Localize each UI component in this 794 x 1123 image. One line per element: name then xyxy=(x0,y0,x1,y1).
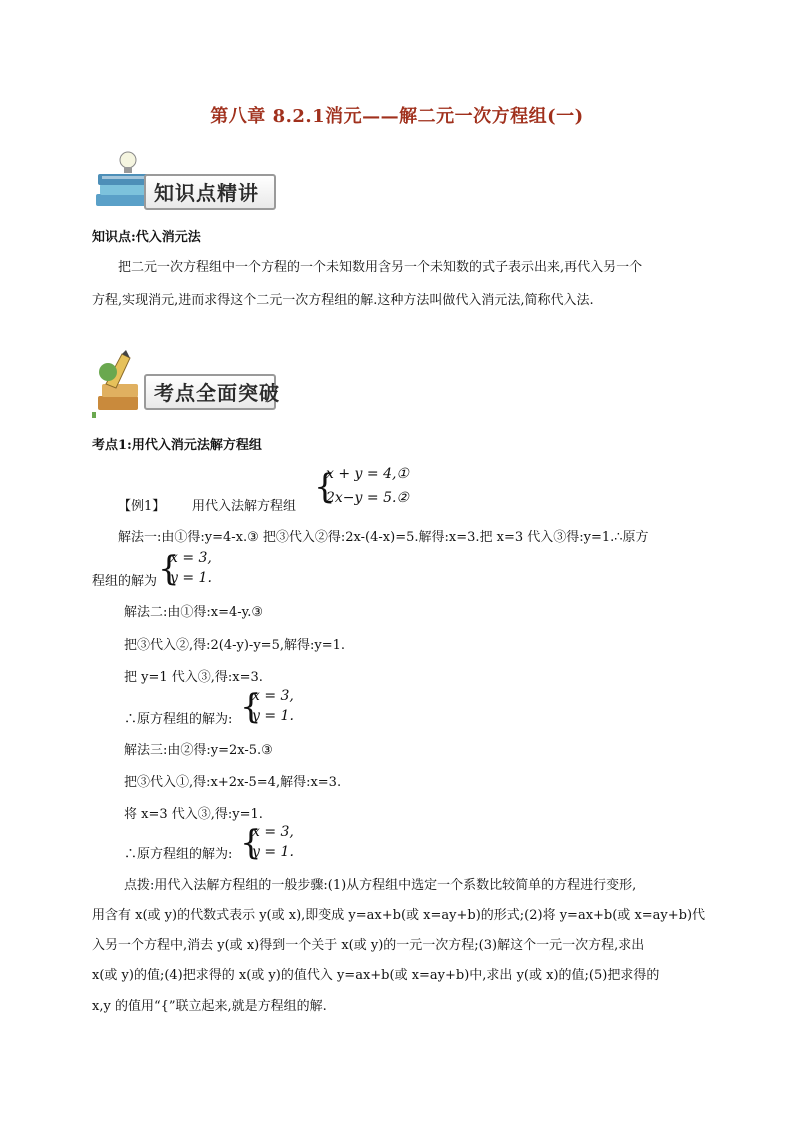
example-label: 【例1】 xyxy=(118,499,166,514)
method3-line-4: ∴原方程组的解为: xyxy=(124,847,233,862)
brace-icon: { xyxy=(314,467,336,507)
equation-2: 2x−y = 5.② xyxy=(326,490,409,506)
solution-x: x = 3, xyxy=(252,688,294,704)
brace-icon: { xyxy=(158,549,180,589)
knowledge-banner-label: 知识点精讲 xyxy=(154,181,259,205)
method2-line-2: 把③代入②,得:2(4-y)-y=5,解得:y=1. xyxy=(124,638,345,653)
tip-line-1: 点拨:用代入法解方程组的一般步骤:(1)从方程组中选定一个系数比较简单的方程进行变形, xyxy=(124,878,637,893)
method2-solution xyxy=(240,686,320,730)
exam-banner xyxy=(92,350,282,420)
method3-line-2: 把③代入①,得:x+2x-5=4,解得:x=3. xyxy=(124,775,342,790)
method1-solution xyxy=(158,548,238,592)
example-text: 用代入法解方程组 xyxy=(192,499,297,514)
tip-line-5: x,y 的值用“{”联立起来,就是方程组的解. xyxy=(92,999,327,1014)
page-title: 第八章 8.2.1消元——解二元一次方程组(一) xyxy=(210,106,584,127)
method2-line-3: 把 y=1 代入③,得:x=3. xyxy=(124,670,263,685)
equation-system xyxy=(314,464,434,514)
knowledge-line-2: 方程,实现消元,进而求得这个二元一次方程组的解.这种方法叫做代入消元法,简称代入法. xyxy=(92,293,594,308)
tip-line-4: x(或 y)的值;(4)把求得的 x(或 y)的值代入 y=ax+b(或 x=ay+b)中,求出 y(或 x)的值;(5)把求得的 xyxy=(92,968,660,983)
tip-line-2: 用含有 x(或 y)的代数式表示 y(或 x),即变成 y=ax+b(或 x=ay+b)的形式;(2)将 y=ax+b(或 x=ay+b)代 xyxy=(92,908,706,923)
tip-line-3: 入另一个方程中,消去 y(或 x)得到一个关于 x(或 y)的一元一次方程;(3)解这个一元一次方程,求出 xyxy=(92,938,645,953)
knowledge-line-1: 把二元一次方程组中一个方程的一个未知数用含另一个未知数的式子表示出来,再代入另一个 xyxy=(118,260,643,275)
method1-line-2: 程组的解为 xyxy=(92,574,158,589)
solution-x: x = 3, xyxy=(170,550,212,566)
method3-line-3: 将 x=3 代入③,得:y=1. xyxy=(124,807,263,822)
method3-solution xyxy=(240,822,320,866)
solution-y: y = 1. xyxy=(170,570,212,586)
solution-y: y = 1. xyxy=(252,844,294,860)
equation-1: x + y = 4,① xyxy=(326,466,409,482)
solution-x: x = 3, xyxy=(252,824,294,840)
brace-icon: { xyxy=(240,687,262,727)
exam-heading: 考点1:用代入消元法解方程组 xyxy=(92,438,262,453)
method3-line-1: 解法三:由②得:y=2x-5.③ xyxy=(124,743,273,758)
exam-banner-label: 考点全面突破 xyxy=(154,381,280,405)
knowledge-heading: 知识点:代入消元法 xyxy=(92,230,201,245)
method2-line-4: ∴原方程组的解为: xyxy=(124,712,233,727)
solution-y: y = 1. xyxy=(252,708,294,724)
method1-line-1: 解法一:由①得:y=4-x.③ 把③代入②得:2x-(4-x)=5.解得:x=3.把 x=3 代入③得:y=1.∴原方 xyxy=(118,530,649,545)
brace-icon: { xyxy=(240,823,262,863)
method2-line-1: 解法二:由①得:x=4-y.③ xyxy=(124,605,264,620)
knowledge-banner xyxy=(92,150,282,220)
